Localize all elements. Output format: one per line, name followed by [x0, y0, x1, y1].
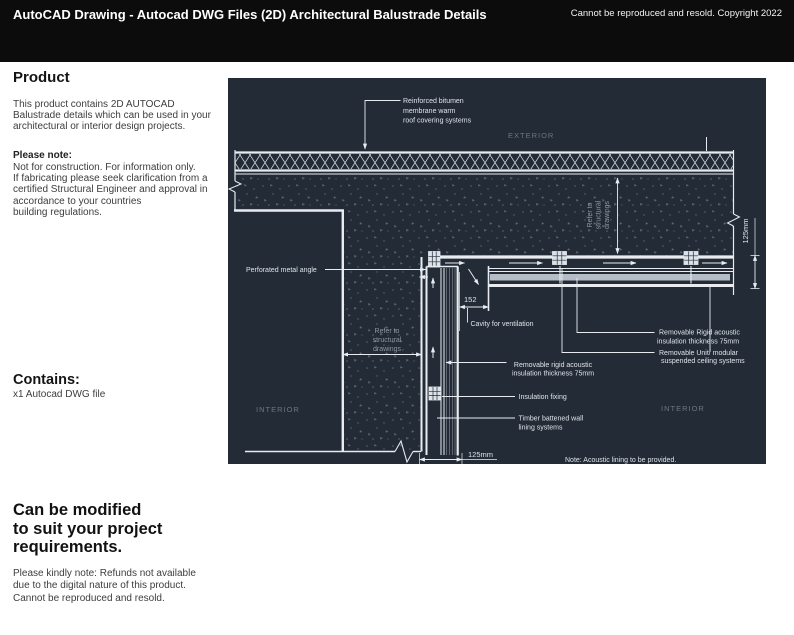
label-exterior: EXTERIOR: [508, 131, 555, 140]
note-acoustic-lining: Note: Acoustic lining to be provided.: [565, 457, 677, 464]
cad-drawing: [228, 78, 766, 464]
product-description: [13, 99, 211, 133]
modified-line: requirements.: [13, 538, 123, 557]
refund-line: Please kindly note: Refunds not available: [13, 568, 196, 579]
ceiling-insulation-band: [490, 274, 730, 281]
label-timber-battened: Timber battened wall: [518, 415, 584, 423]
perforated-angle-block: [429, 252, 441, 268]
please-note-heading: Please note:: [13, 150, 72, 161]
refund-line: due to the digital nature of this product.: [13, 580, 186, 592]
ceiling-hanger-block: [553, 252, 567, 265]
please-note-line: If fabricating please seek clarification from a: [13, 173, 208, 185]
dimension-125mm-right: 125mm: [741, 218, 750, 244]
header-bar: [0, 0, 794, 62]
please-note-line: certified Structural Engineer and approval in: [13, 184, 208, 196]
please-note-line: Not for construction. For information only.: [13, 162, 196, 173]
title-line-2: Architectural Balustrade Details: [289, 7, 487, 22]
contains-item: x1 Autocad DWG file: [13, 389, 106, 400]
label-interior-right: INTERIOR: [661, 404, 705, 413]
dimension-152: 152: [464, 295, 477, 304]
please-note-text: [13, 162, 208, 218]
label-removable-rigid-left: Removable rigid acoustic: [513, 362, 593, 369]
please-note-line: accordance to your countries: [13, 195, 142, 207]
label-removable-rigid-left: insulation thickness 75mm: [511, 370, 595, 378]
label-perforated-metal-angle: Perforated metal angle: [246, 267, 317, 274]
label-removable-unit: Removable Unit/ modular: [659, 350, 738, 357]
modified-heading: [13, 501, 162, 557]
refund-line: Cannot be reproduced and resold.: [13, 592, 165, 604]
ceiling-hanger-block: [684, 252, 698, 265]
label-refer-structural-left: structural: [372, 337, 402, 344]
title-line-1: AutoCAD Drawing - Autocad DWG Files (2D): [13, 7, 287, 22]
label-reinforced-bitumen: roof covering systems: [403, 117, 472, 125]
label-refer-structural-vertical: drawings: [604, 200, 611, 230]
label-reinforced-bitumen: membrane warm: [403, 108, 456, 115]
description-line: architectural or interior design projects.: [13, 121, 186, 133]
contains-heading: Contains:: [13, 372, 80, 388]
description-line: This product contains 2D AUTOCAD: [13, 99, 175, 110]
label-interior-left: INTERIOR: [256, 405, 300, 414]
label-refer-structural-vertical: Refer to: [587, 202, 594, 228]
label-refer-structural-left: Refer to: [374, 328, 400, 335]
description-line: Balustrade details which can be used in your: [13, 110, 211, 122]
label-removable-rigid-right: insulation thickness 75mm: [657, 338, 740, 346]
label-reinforced-bitumen: Reinforced bitumen: [403, 98, 464, 105]
label-cavity-ventilation: Cavity for ventilation: [470, 321, 534, 328]
label-insulation-fixing: Insulation fixing: [518, 394, 567, 401]
product-heading: Product: [13, 69, 70, 86]
refund-note: [13, 568, 196, 605]
label-removable-rigid-right: Removable Rigid acoustic: [659, 329, 740, 337]
please-note-line: building regulations.: [13, 206, 102, 218]
modified-line: to suit your project: [13, 519, 163, 538]
label-refer-structural-left: drawings: [372, 346, 402, 353]
copyright-text: Cannot be reproduced and resold. Copyright 2022: [570, 8, 782, 19]
page-title: [13, 6, 487, 23]
label-timber-battened: lining systems: [518, 424, 563, 432]
modified-line: Can be modified: [13, 501, 142, 519]
insulation-fixing-block: [429, 387, 441, 400]
roof-crosshatch-membrane: [235, 154, 734, 169]
roof-build-up: [235, 153, 734, 175]
dimension-125mm-bottom: 125mm: [468, 450, 494, 459]
label-removable-unit: suspended ceiling systems: [661, 358, 745, 365]
label-refer-structural-vertical: structural: [595, 200, 603, 230]
